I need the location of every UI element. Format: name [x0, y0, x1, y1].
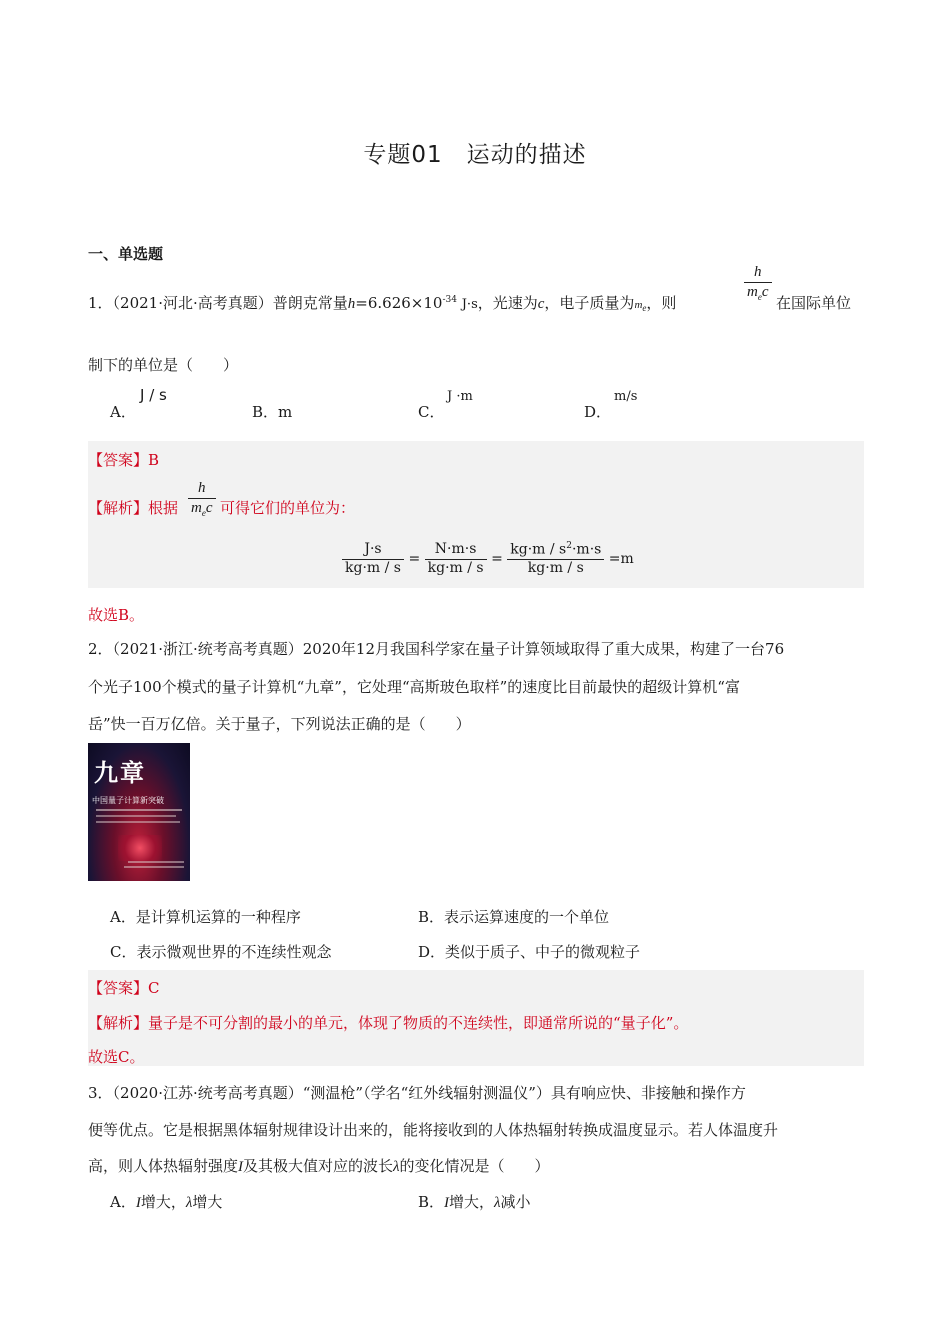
poster-subtitle: 中国量子计算新突破 — [92, 796, 164, 805]
q2-option-d[interactable]: D．类似于质子、中子的微观粒子 — [418, 943, 641, 961]
option-c-value: J ·m — [447, 389, 473, 404]
question-2-line-1: 2．（2021·浙江·统考高考真题）2020年12月我国科学家在量子计算领域取得了重大成果，构建了一台76 — [88, 640, 785, 658]
planck-exponent: -34 — [442, 295, 457, 305]
q3-option-b[interactable]: B．I增大，λ减小 — [418, 1193, 531, 1211]
option-a[interactable]: A． — [110, 403, 136, 421]
question-text: ，则 — [646, 294, 677, 312]
analysis-1-fraction: $\frac{h}{m_ec}$ — [188, 480, 216, 518]
page-title: 专题01 运动的描述 — [363, 142, 587, 168]
q3-option-a[interactable]: A．I增大，λ增大 — [110, 1193, 223, 1211]
question-source: （2021·河北·高考真题）普朗克常量 — [112, 294, 348, 312]
section-heading-single-choice: 一、单选题 — [88, 245, 164, 263]
planck-unit: J·s — [461, 297, 478, 312]
analysis-2: 【解析】量子是不可分割的最小的单元，体现了物质的不连续性，即通常所说的“量子化”。 — [88, 1014, 689, 1032]
q2-option-c[interactable]: C．表示微观世界的不连续性观念 — [110, 943, 332, 961]
jiuzhang-poster-image — [88, 743, 190, 881]
option-d-value: m/s — [614, 389, 638, 404]
light-speed-symbol: c — [537, 296, 545, 312]
question-1-fraction: $\frac{h}{m_ec}$ — [744, 264, 772, 302]
intensity-symbol: I — [238, 1159, 244, 1175]
analysis-1-text-b: 可得它们的单位为： — [220, 499, 356, 517]
question-2-line-2: 个光子100个模式的量子计算机“九章”，它处理“高斯玻色取样”的速度比目前最快的超级计算机“富 — [88, 678, 740, 696]
answer-2: 【答案】C — [88, 979, 160, 997]
conclusion-1: 故选B。 — [88, 606, 145, 624]
question-number: 1． — [88, 294, 113, 312]
wavelength-symbol: λ — [393, 1159, 400, 1175]
conclusion-2: 故选C。 — [88, 1048, 145, 1066]
question-3-line-2: 便等优点。它是根据黑体辐射规律设计出来的，能将接收到的人体热辐射转换成温度显示。若人体温度升 — [88, 1121, 779, 1139]
question-1-line-1 — [88, 292, 676, 313]
question-1-line-2: 制下的单位是（ ） — [88, 356, 239, 374]
electron-mass-symbol: $m_e$ — [634, 299, 647, 314]
question-3-line-3: 高，则人体热辐射强度I及其极大值对应的波长λ的变化情况是（ ） — [88, 1157, 550, 1175]
q2-option-b[interactable]: B．表示运算速度的一个单位 — [418, 908, 610, 926]
q2-option-a[interactable]: A．是计算机运算的一种程序 — [110, 908, 301, 926]
question-3-line-1: 3．（2020·江苏·统考高考真题）“测温枪”（学名“红外线辐射测温仪”）具有响应快、非接触和操作方 — [88, 1084, 746, 1102]
question-text: ，电子质量为 — [544, 294, 635, 312]
question-text: ，光速为 — [477, 294, 538, 312]
option-c[interactable]: C． — [418, 403, 445, 421]
answer-1: 【答案】B — [88, 451, 160, 469]
poster-title: 九章 — [94, 759, 146, 787]
planck-symbol: h — [347, 296, 356, 312]
option-b[interactable]: B．m — [252, 403, 293, 421]
analysis-1-text: 【解析】根据 — [88, 499, 179, 517]
option-a-value: J / s — [140, 386, 167, 404]
question-2-line-3: 岳”快一百万亿倍。关于量子，下列说法正确的是（ ） — [88, 715, 471, 733]
unit-derivation-equation: $\frac{J\cdot s}{kg\cdot m / s}$ = $\frac{N\cdot m\cdot s}{kg\cdot m / s}$ = $\frac{kg\cdot m / s^2\cdot m\cdot s}{kg\cdot m / s}$ =m — [342, 542, 634, 576]
question-text: 在国际单位 — [776, 294, 852, 312]
option-d[interactable]: D． — [584, 403, 612, 421]
planck-value: =6.626×10 — [355, 294, 443, 312]
